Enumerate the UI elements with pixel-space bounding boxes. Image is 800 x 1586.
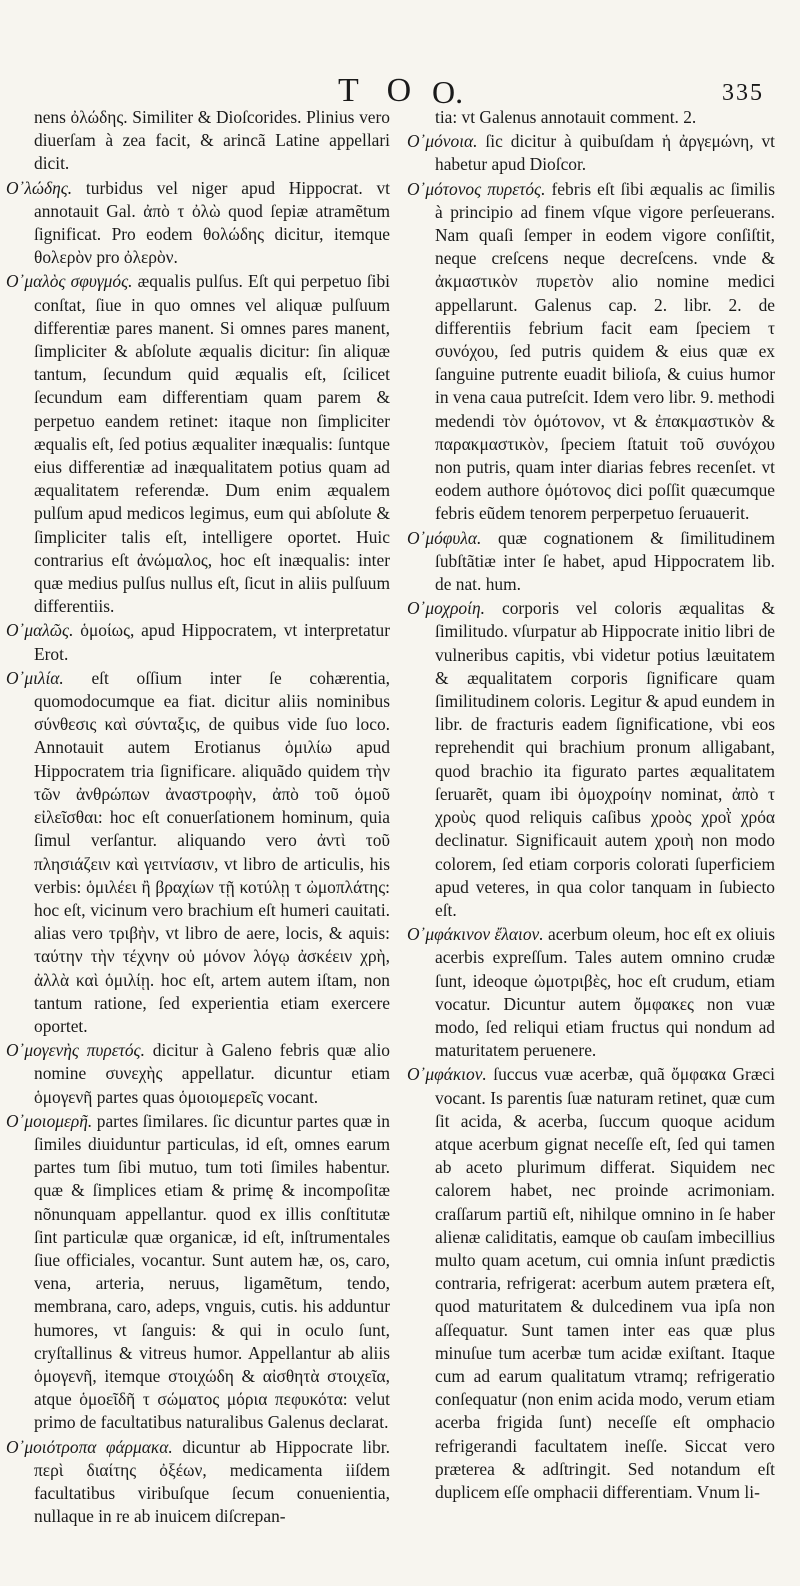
right-column — [407, 106, 775, 1505]
entry — [407, 527, 775, 597]
entry-lemma: Ο᾿μόφυλα. — [407, 527, 482, 548]
entry — [6, 1110, 390, 1435]
entry-lemma: Ο᾿μόνοια. — [407, 131, 478, 152]
entry-lemma: Ο᾿μαλὸς σφυγμός. — [6, 271, 133, 292]
entry — [6, 667, 390, 1038]
entry-text: eſt oſſium inter ſe cohærentia, quomodocumque ea fiat. dicitur aliis nominibus σύνθεσις καὶ σύνταξις, de quibus vide ſuo loco. Annotauit autem Erotianus ὁμιλίω apud Hippocratem tria ſignificare. aliquãdo quidem τὴν τῶν ἀνθρώπων ἀναστροφὴν, ἀπὸ τοῦ ὁμοῦ εἰλεῖσθαι: hoc eſt conuerſationem hominum, quia ſimul verſantur. aliquando vero ἀντὶ τοῦ πλησιάζειν καὶ γειτνίασιν, vt libro de articulis, his verbis: ὁμιλέει ἢ βραχίων τῇ κοτύλῃ τ ὠμοπλάτης: hoc eſt, vicinum vero brachium eſt humeri cauitati. alias vero τριβὴν, vt libro de aere, locis, & aquis: ταύτην τὴν τέχνην οὐ μόνον λόγῳ ἀσκέειν χρὴ, ἀλλὰ καὶ ὁμιλίῃ. hoc eſt, artem autem iſtam, non tantum ratione, ſed experientia etiam exercere oportet. — [34, 667, 391, 1036]
entry-lemma: Ο᾿μοχροίη. — [407, 598, 485, 619]
entry-text: ſic dicitur à quibuſdam ἡ ἀργεμώνη, vt habetur apud Dioſcor. — [435, 131, 775, 175]
entry-lemma: Ο᾿λώδης. — [6, 177, 73, 198]
entry-lemma: Ο᾿μογενὴς πυρετός. — [6, 1040, 145, 1061]
entry — [407, 1063, 775, 1504]
entry — [6, 270, 390, 618]
entry-text: ὁμοίως, apud Hippocratem, vt interpretatur Erot. — [34, 620, 390, 664]
entry — [407, 597, 775, 922]
left-column — [6, 106, 390, 1529]
entry-text: quæ cognationem & ſimilitudinem ſubſtãtiæ inter ſe habet, apud Hippocratem lib. de nat. hum. — [435, 527, 775, 595]
entry-lemma: Ο᾿μοιότροπα φάρμακα. — [6, 1436, 173, 1457]
entry — [6, 106, 390, 176]
entry-lemma: Ο᾿μότονος πυρετός. — [407, 178, 546, 199]
running-head-right: O. — [432, 74, 464, 110]
running-head-left: T O — [338, 72, 422, 109]
entry-text: partes ſimilares. ſic dicuntur partes quæ in ſimiles diuiduntur particulas, id eſt, omnes earum partes tum ſibi mutuo, tum toti ſimiles habentur. quæ & ſimplices etiam & primę & incompoſitæ nõnunquam appellantur. quod ex illis conſtitutæ ſint particulæ quæ organicæ, id eſt, inſtrumentales ſiue officiales, vocantur. Sunt autem hæ, os, caro, vena, arteria, neruus, ligamẽtum, tendo, membrana, caro, adeps, vnguis, cutis. his adduntur humores, vt ſanguis: & qui in oculo ſunt, cryſtallinus & vitreus humor. Appellantur ab aliis ὁμογενῆ, itemque στοιχώδη & αἰσθητὰ στοιχεῖα, atque ὁμοεῖδῆ τ σώματος μόρια πεφυκότα: velut primo de facultatibus naturalibus Galenus declarat. — [34, 1110, 390, 1433]
entry-text: ſuccus vuæ acerbæ, quã ὄμφακα Græci vocant. Is parentis ſuæ naturam retinet, quæ cum ſit acida, & acerba, ſuccum quoque acidum atque acerbum gignat neceſſe eſt, ſed qui tamen ab aceto plurimum differat. Siquidem nec calorem habet, nec proinde acrimoniam. craſſarum partiũ eſt, nihilque omnino in ſe haber alienæ caliditatis, eamque ob cauſam imbecillius multo quam acetum, cui omnia inſunt prædictis contraria, refrigerat: acerbum autem prætera eſt, quod maturitatem & dulcedinem vua ipſa non aſſequatur. Sunt tamen inter eas quæ plus minuſue tum acerbæ tum acidæ exiſtant. Itaque cum ad earum qualitatum vtramq; refrigeratio conſequatur (non enim acida modo, verum etiam acerba frigida ſunt) neceſſe eſt omphacio refrigerandi facultatem ineſſe. Siccat vero præterea & adſtringit. Sed notandum eſt duplicem eſſe omphacii differentiam. Vnum li- — [435, 1064, 775, 1502]
entry-lemma: Ο᾿μιλία. — [6, 667, 64, 688]
entry — [407, 130, 775, 176]
entry — [407, 923, 775, 1062]
entry-text: æqualis pulſus. Eſt qui perpetuo ſibi conſtat, ſiue in quo omnes vel aliquæ pulſuum differentiæ pares manent. Si omnes pares manent, ſimpliciter & abſolute æqualis dicitur: ſin aliquæ tantum, ſecundum quid æqualis eſt, ſcilicet ſecundum eam differentiam quam parem & perpetuo eandem retinet: itaque non ſimpliciter æqualis eſt, ſed potius æqualiter inæqualis: ſuntque eius differentiæ ad inæqualitatem potius quam ad æqualitatem referendæ. Dum enim æqualem pulſum apud medicos legimus, eum qui abſolute & ſimpliciter talis eſt, intelligere oportet. Huic contrarius eſt ἀνώμαλος, hoc eſt inæqualis: inter quæ medius pulſus nullus eſt, ſicut in aliis pulſuum differentiis. — [34, 271, 390, 617]
entry — [407, 178, 775, 526]
entry-text: dicitur à Galeno febris quæ alio nomine συνεχὴς appellatur. dicuntur etiam ὁμογενῆ partes quas ὁμοιομερεῖς vocant. — [34, 1040, 390, 1107]
entry — [407, 106, 775, 129]
page-number: 335 — [722, 80, 764, 106]
entry — [6, 177, 390, 270]
entry-text: nens ὀλώδης. Similiter & Dioſcorides. Plinius vero diuerſam à zea facit, & arincã Latine appellari dicit. — [34, 107, 390, 174]
entry-lemma: Ο᾿μφάκινον ἔλαιον. — [407, 924, 544, 945]
entry-text: acerbum oleum, hoc eſt ex oliuis acerbis expreſſum. Tales autem omnino crudæ ſunt, ideoque ὠμοτριβὲς, hoc eſt crudum, etiam vocatur. Dicuntur autem ὄμφακες non vuæ modo, ſed reliqui etiam fructus qui nondum ad maturitatem peruenere. — [435, 924, 775, 1061]
entry-lemma: Ο᾿μοιομερῆ. — [6, 1110, 93, 1131]
entry-lemma: Ο᾿μφάκιον. — [407, 1064, 487, 1085]
entry-text: dicuntur ab Hippocrate libr. περὶ διαίτης ὀξέων, medicamenta iiſdem facultatibus viribuſque ſecum conuenientia, nullaque in re ab inuicem diſcrepan- — [34, 1436, 390, 1527]
entry-text: corporis vel coloris æqualitas & ſimilitudo. vſurpatur ab Hippocrate initio libri de vulneribus capitis, vbi videtur potius læuitatem & æqualitatem corporis ſignificare quam ſimilitudinem coloris. Legitur & apud eundem in libr. de fracturis eadem ſignificatione, vbi eos reprehendit qui brachium pronum alligabant, quod brachio ita figurato partes æqualitatem ſeruarẽt, quam ibi ὁμοχροίην nominat, ἀπὸ τ χροὺς quod reliquis caſibus χροὸς χροῒ χρόα declinatur. Significauit autem χροιὴ non modo colorem, ſed etiam corporis colorati ſuperficiem apud veteres, in qua color tanquam in ſubiecto eſt. — [435, 598, 775, 920]
entry — [6, 619, 390, 665]
entry-text: febris eſt ſibi æqualis ac ſimilis à principio ad finem vſque vigore perſeuerans. Nam quaſi ſemper in eodem vigore conſiſtit, neque creſcens neque decreſcens. vnde & ἀκμαστικὸν πυρετὸν alio nomine medici appellarunt. Galenus cap. 2. libr. 2. de differentiis febrium facit eam ſpeciem τ συνόχου, ſed putris quidem & eius quæ ex ſanguine putrente euadit bilioſa, & cuius humor in vena caua putreſcit. Idem vero libr. 9. methodi medendi τὸν ὁμότονον, vt & ἐπακμαστικὸν & παρακμαστικὸν, ſpeciem ſtatuit τοῦ συνόχου non putris, quam inter diarias febres recenſet. vt eodem authore ὁμότονος dici poſſit quæcumque febris eũdem tenorem perperpetuo ſeruauerit. — [435, 178, 776, 524]
entry-text: turbidus vel niger apud Hippocrat. vt annotauit Gal. ἀπὸ τ ὀλὼ quod ſepiæ atramẽtum ſignificat. Pro eodem θολώδης dicitur, itemque θολερὸν pro ὀλερὸν. — [34, 177, 390, 268]
entry-lemma: Ο᾿μαλῶς. — [6, 620, 74, 641]
entry — [6, 1039, 390, 1109]
entry-text: tia: vt Galenus annotauit comment. 2. — [435, 107, 697, 127]
entry — [6, 1436, 390, 1529]
